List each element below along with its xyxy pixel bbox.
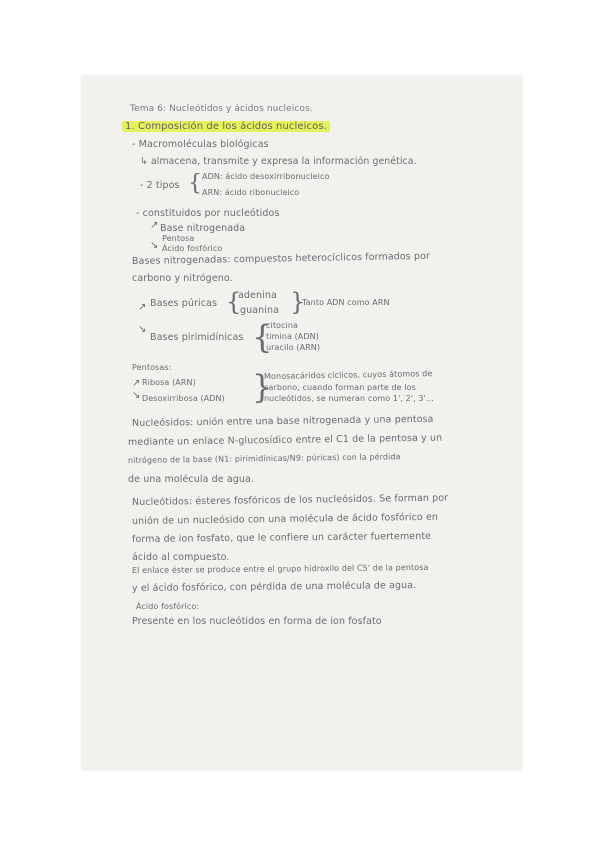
note-subline: Monosacáridos cíclicos, cuyos átomos de [263,369,433,381]
note-subline: adenina [238,290,277,301]
branch-mark-icon: ↗ [150,220,159,231]
note-line: El enlace éster se produce entre el grupo hidroxilo del C5' de la pentosa [131,562,429,575]
note-line: Nucleótidos: ésteres fosfóricos de los nucleósidos. Se forman por [131,492,449,508]
note-line: Ácido fosfórico: [136,602,200,611]
note-line: Bases pirimidínicas [150,332,244,343]
left-brace-icon: { [252,318,273,356]
note-line: y el ácido fosfórico, con pérdida de una molécula de agua. [131,580,417,594]
note-subline: nucleótidos, se numeran como 1', 2', 3'... [264,394,434,403]
note-subline: guanina [240,305,280,316]
branch-mark-icon: ↗ [132,378,141,389]
note-subline: Ribosa (ARN) [142,378,196,387]
section-heading [122,121,330,132]
highlighted-heading: 1. Composición de los ácidos nucleicos. [122,121,330,132]
note-subline: timina (ADN) [266,332,319,341]
note-subline: Desoxirribosa (ADN) [142,394,225,403]
left-brace-icon: { [188,171,202,196]
note-line: Bases púricas [150,298,217,309]
note-subline: Base nitrogenada [160,223,246,234]
note-subline: Ácido fosfórico [162,244,223,253]
note-line: unión de un nucleósido con una molécula de ácido fosfórico en [131,511,439,527]
note-line: ácido al compuesto. [132,552,230,563]
note-subline: ARN: ácido ribonucleico [202,188,300,197]
branch-mark-icon: ↗ [138,302,147,313]
branch-mark-icon: ↘ [132,390,141,401]
note-subline: uracilo (ARN) [266,343,321,352]
left-brace-icon: { [226,288,242,316]
note-line: Presente en los nucleótidos en forma de ion fosfato [132,616,382,627]
note-line: - 2 tipos [140,180,180,191]
note-subline: Pentosa [162,234,195,243]
note-subline: ADN: ácido desoxirribonucleico [202,172,330,181]
note-line: - Macromoléculas biológicas [132,139,269,150]
note-line: Nucleósidos: unión entre una base nitrogenada y una pentosa [131,413,434,429]
notebook-sheet [82,76,522,770]
right-brace-icon: } [252,368,273,406]
note-line: - constituidos por nucleótidos [136,208,280,219]
note-line: Pentosas: [132,363,172,372]
branch-mark-icon: ↘ [138,324,147,335]
note-subline: citocina [266,321,299,330]
note-subline: carbono, cuando forman parte de los [264,383,416,392]
note-line: forma de ion fosfato, que le confiere un carácter fuertemente [131,530,432,545]
note-line: nitrógeno de la base (N1: pirimidínicas/N9: púricas) con la pérdida [127,452,401,465]
note-line: mediante un enlace N-glucosídico entre el C1 de la pentosa y un [127,432,443,448]
topic-title: Tema 6: Nucleótidos y ácidos nucleicos. [130,104,313,114]
note-line: carbono y nitrógeno. [132,273,233,284]
note-line: ↳ almacena, transmite y expresa la información genética. [140,156,417,167]
note-line: Bases nitrogenadas: compuestos heterocíclicos formados por [131,250,431,267]
branch-mark-icon: ↘ [150,240,159,251]
right-brace-icon: } [290,288,306,316]
note-subline: Tanto ADN como ARN [302,298,390,307]
note-line: de una molécula de agua. [128,474,255,485]
